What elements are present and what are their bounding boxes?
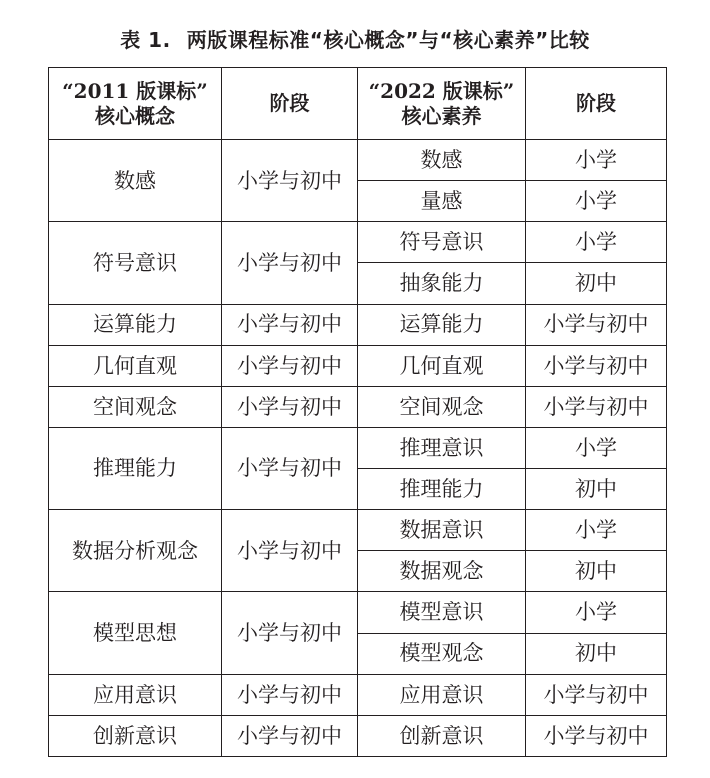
core-literacy-cell: 运算能力 — [358, 304, 526, 345]
core-concept-cell: 运算能力 — [49, 304, 222, 345]
core-literacy-cell: 数据观念 — [358, 551, 526, 592]
core-literacy-cell: 推理意识 — [358, 427, 526, 468]
table-row — [49, 222, 667, 263]
header-stage-2022: 阶段 — [526, 68, 667, 140]
core-literacy-cell: 量感 — [358, 181, 526, 222]
concept-stage-cell: 小学与初中 — [222, 510, 358, 592]
table-row — [49, 345, 667, 386]
literacy-stage-cell: 小学与初中 — [526, 345, 667, 386]
caption-title: 两版课程标准“核心概念”与“核心素养”比较 — [186, 28, 590, 52]
core-literacy-cell: 数据意识 — [358, 510, 526, 551]
literacy-stage-cell: 小学与初中 — [526, 386, 667, 427]
literacy-stage-cell: 初中 — [526, 263, 667, 304]
core-concept-cell: 几何直观 — [49, 345, 222, 386]
table-row — [49, 304, 667, 345]
literacy-stage-cell: 小学与初中 — [526, 715, 667, 756]
table-row — [49, 427, 667, 468]
core-concept-cell: 空间观念 — [49, 386, 222, 427]
core-concept-cell: 推理能力 — [49, 427, 222, 509]
literacy-stage-cell: 初中 — [526, 469, 667, 510]
header-2022-literacy: “2022 版课标” 核心素养 — [358, 68, 526, 140]
literacy-stage-cell: 小学 — [526, 181, 667, 222]
concept-stage-cell: 小学与初中 — [222, 674, 358, 715]
concept-stage-cell: 小学与初中 — [222, 140, 358, 222]
core-literacy-cell: 空间观念 — [358, 386, 526, 427]
table-row — [49, 510, 667, 551]
literacy-stage-cell: 小学 — [526, 140, 667, 181]
core-literacy-cell: 模型意识 — [358, 592, 526, 633]
literacy-stage-cell: 小学 — [526, 222, 667, 263]
core-concept-cell: 模型思想 — [49, 592, 222, 674]
literacy-stage-cell: 小学 — [526, 427, 667, 468]
core-literacy-cell: 符号意识 — [358, 222, 526, 263]
header-row — [49, 68, 667, 140]
table-row — [49, 674, 667, 715]
core-literacy-cell: 数感 — [358, 140, 526, 181]
core-literacy-cell: 推理能力 — [358, 469, 526, 510]
core-literacy-cell: 应用意识 — [358, 674, 526, 715]
header-2011-concept: “2011 版课标” 核心概念 — [49, 68, 222, 140]
table-row — [49, 140, 667, 181]
table-body — [49, 140, 667, 757]
table-row — [49, 715, 667, 756]
concept-stage-cell: 小学与初中 — [222, 592, 358, 674]
comparison-table — [48, 67, 667, 757]
header-stage-2011: 阶段 — [222, 68, 358, 140]
concept-stage-cell: 小学与初中 — [222, 345, 358, 386]
core-literacy-cell: 几何直观 — [358, 345, 526, 386]
caption-number: 表 1. — [120, 28, 171, 52]
table-row — [49, 386, 667, 427]
core-concept-cell: 数据分析观念 — [49, 510, 222, 592]
core-concept-cell: 数感 — [49, 140, 222, 222]
concept-stage-cell: 小学与初中 — [222, 386, 358, 427]
concept-stage-cell: 小学与初中 — [222, 427, 358, 509]
core-literacy-cell: 抽象能力 — [358, 263, 526, 304]
concept-stage-cell: 小学与初中 — [222, 304, 358, 345]
core-literacy-cell: 创新意识 — [358, 715, 526, 756]
literacy-stage-cell: 小学与初中 — [526, 674, 667, 715]
concept-stage-cell: 小学与初中 — [222, 222, 358, 304]
literacy-stage-cell: 小学与初中 — [526, 304, 667, 345]
core-concept-cell: 创新意识 — [49, 715, 222, 756]
core-concept-cell: 符号意识 — [49, 222, 222, 304]
table-caption — [0, 24, 710, 53]
literacy-stage-cell: 小学 — [526, 592, 667, 633]
literacy-stage-cell: 初中 — [526, 633, 667, 674]
core-literacy-cell: 模型观念 — [358, 633, 526, 674]
literacy-stage-cell: 初中 — [526, 551, 667, 592]
literacy-stage-cell: 小学 — [526, 510, 667, 551]
core-concept-cell: 应用意识 — [49, 674, 222, 715]
table-row — [49, 592, 667, 633]
concept-stage-cell: 小学与初中 — [222, 715, 358, 756]
